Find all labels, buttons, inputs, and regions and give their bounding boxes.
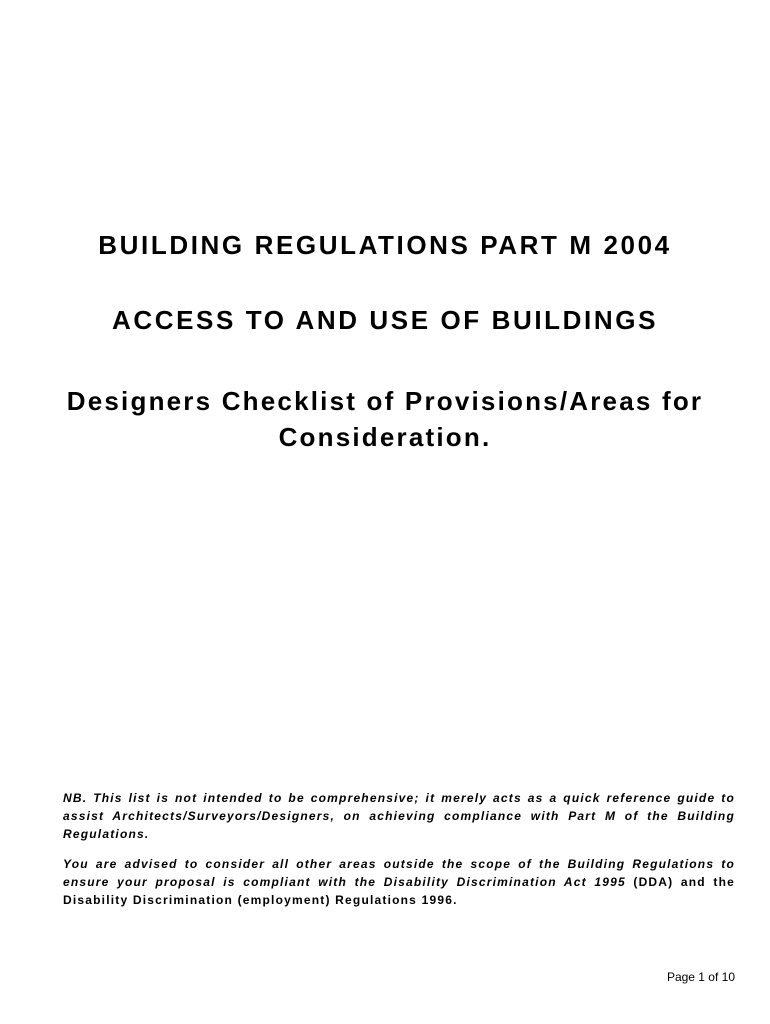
advice-rest-text: (DDA) and the Disability Discrimination (employment) Regulations 1996. [63,875,735,907]
nb-note-text: NB. This list is not intended to be comprehensive; it merely acts as a quick reference guide to assist Architects/Surveyors/Designers, on achieving compliance with Part M of the Building Regulations. [63,791,735,841]
document-subtitle: Designers Checklist of Provisions/Areas for Consideration. [66,386,704,452]
page-number: Page 1 of 10 [666,970,735,984]
document-heading: ACCESS TO AND USE OF BUILDINGS [111,305,659,335]
advice-italic-text: You are advised to consider all other areas outside the scope of the Building Regulations to ensure your proposal is compliant with the Disability Discrimination Act 1995 [63,857,735,889]
document-title: BUILDING REGULATIONS PART M 2004 [98,230,672,260]
nb-note [63,789,735,843]
advice-note [63,855,735,909]
